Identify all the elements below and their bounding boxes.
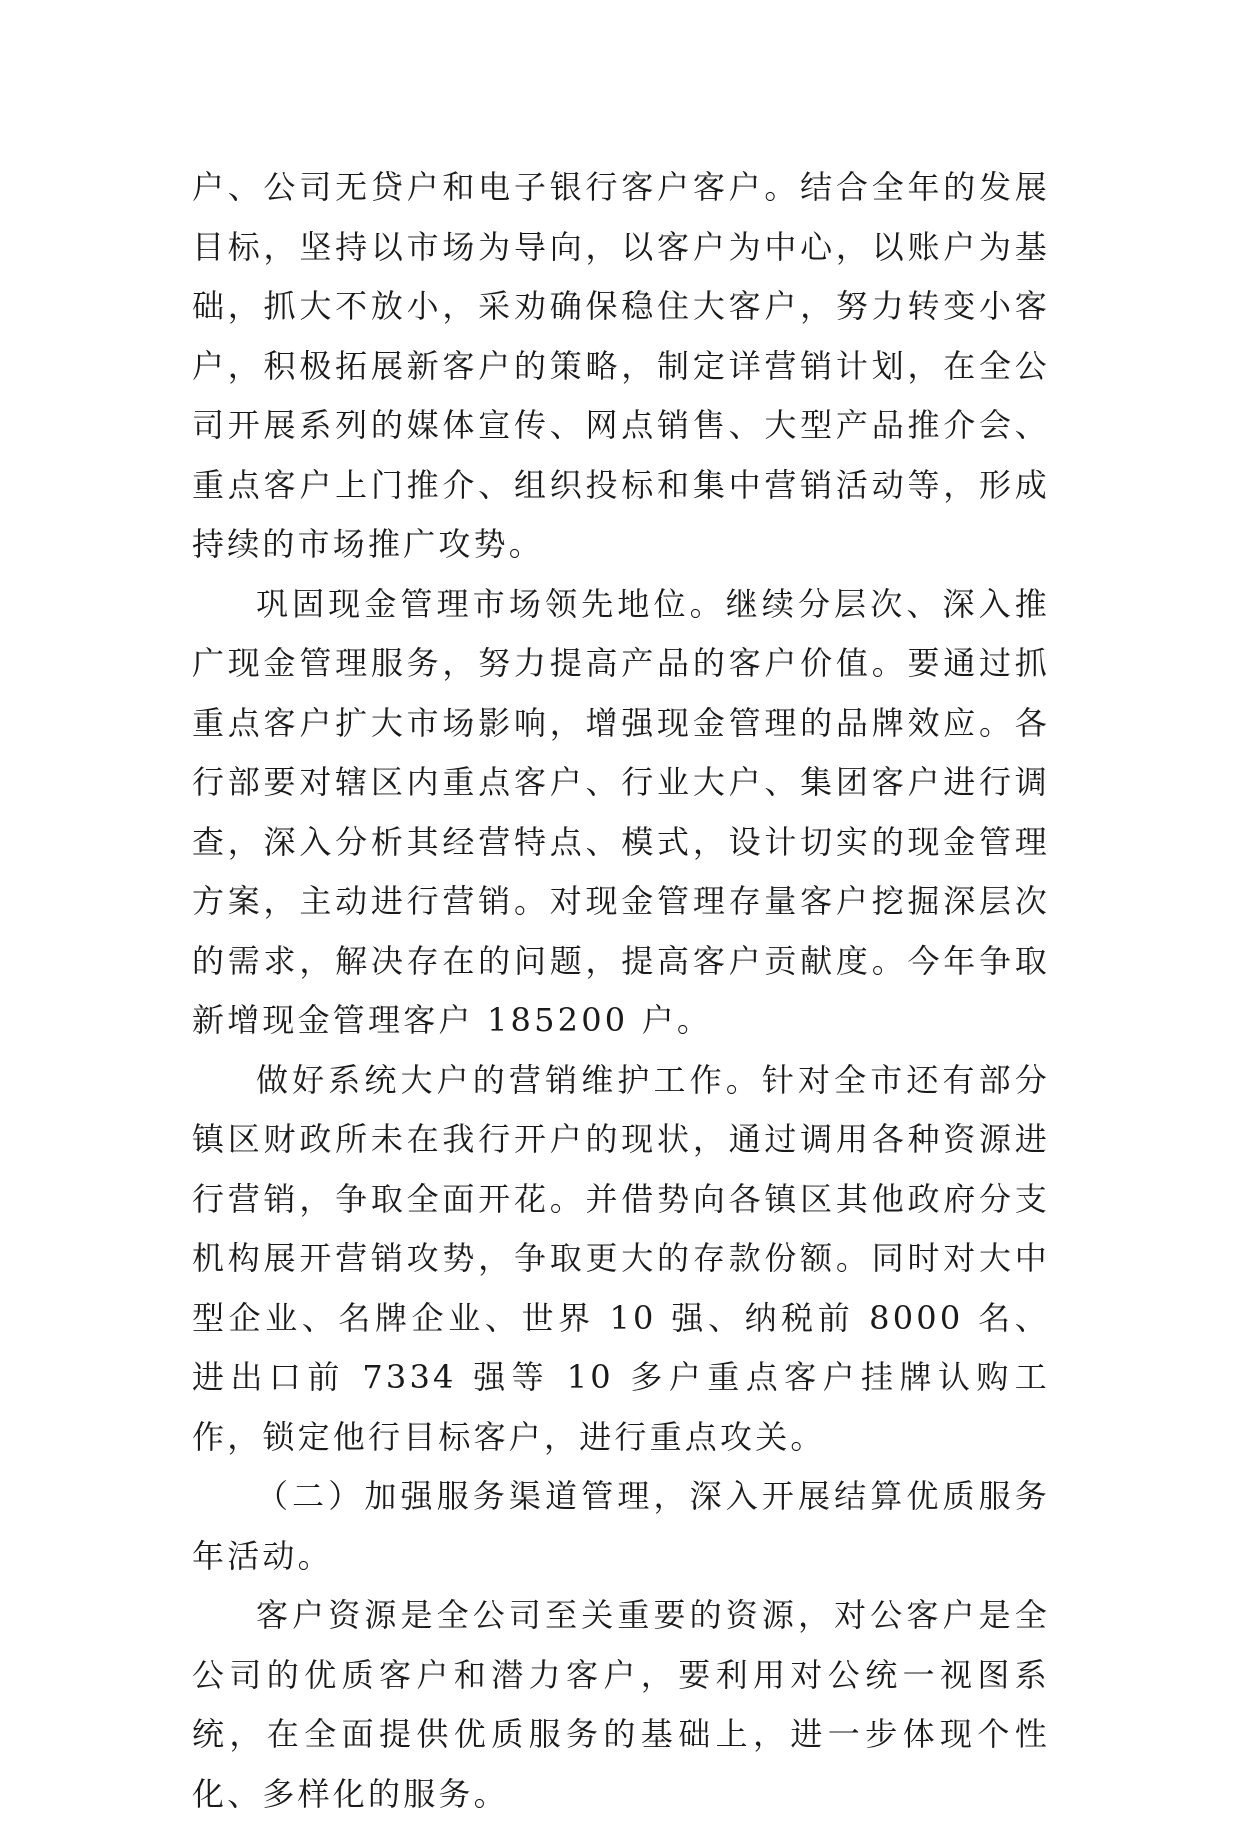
paragraph-customer-resources: 客户资源是全公司至关重要的资源，对公客户是全公司的优质客户和潜力客户，要利用对公统一视图系统，在全面提供优质服务的基础上，进一步体现个性化、多样化的服务。 [192, 1596, 1050, 1813]
section-heading-service-channels: （二）加强服务渠道管理，深入开展结算优质服务年活动。 [192, 1477, 1050, 1575]
document-body [192, 158, 1050, 1824]
paragraph-cash-management: 巩固现金管理市场领先地位。继续分层次、深入推广现金管理服务，努力提高产品的客户价值。要通过抓重点客户扩大市场影响，增强现金管理的品牌效应。各行部要对辖区内重点客户、行业大户、集团客户进行调查，深入分析其经营特点、模式，设计切实的现金管理方案，主动进行营销。对现金管理存量客户挖掘深层次的需求，解决存在的问题，提高客户贡献度。今年争取新增现金管理客户 185200 户。 [192, 584, 1050, 1039]
paragraph-customer-strategy: 户、公司无贷户和电子银行客户客户。结合全年的发展目标，坚持以市场为导向，以客户为中心，以账户为基础，抓大不放小，采劝确保稳住大客户，努力转变小客户，积极拓展新客户的策略，制定详营销计划，在全公司开展系列的媒体宣传、网点销售、大型产品推介会、重点客户上门推介、组织投标和集中营销活动等，形成持续的市场推广攻势。 [192, 168, 1050, 563]
paragraph-system-accounts: 做好系统大户的营销维护工作。针对全市还有部分镇区财政所未在我行开户的现状，通过调用各种资源进行营销，争取全面开花。并借势向各镇区其他政府分支机构展开营销攻势，争取更大的存款份额。同时对大中型企业、名牌企业、世界 10 强、纳税前 8000 名、进出口前 7334 强等 10 多户重点客户挂牌认购工作，锁定他行目标客户，进行重点攻关。 [192, 1060, 1050, 1456]
